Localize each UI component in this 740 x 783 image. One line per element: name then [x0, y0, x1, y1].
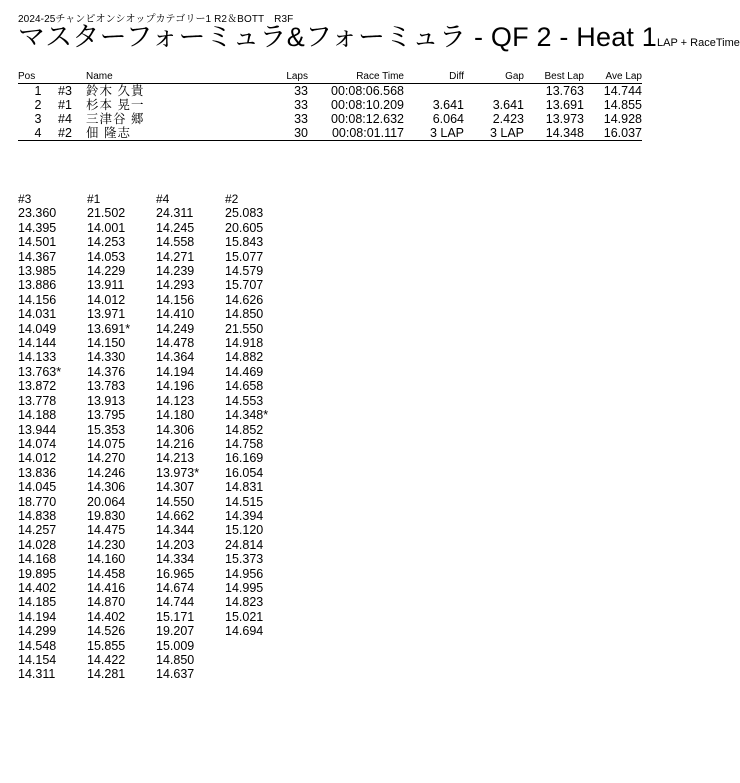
lap-time: 13.691* — [87, 321, 131, 336]
lap-time: 13.778 — [18, 393, 57, 408]
lap-time: 14.850 — [156, 653, 195, 667]
diff-cell: 3 LAP — [429, 126, 464, 140]
lap-time: 14.334 — [156, 552, 195, 567]
lap-time: 14.306 — [87, 480, 126, 495]
lap-time: 21.550 — [225, 321, 264, 336]
diff-cell — [404, 84, 464, 99]
lap-time: 14.012 — [18, 451, 57, 466]
lap-time: 14.402 — [87, 609, 126, 624]
lap-time: 14.012 — [87, 292, 126, 307]
diff-cell: 3.641 — [432, 98, 464, 112]
lap-time: 14.306 — [156, 422, 195, 437]
lap-time: 13.911 — [87, 278, 125, 293]
lap-time: 14.626 — [225, 292, 264, 307]
lap-time: 13.886 — [18, 278, 57, 293]
ave-lap-cell: 14.855 — [603, 98, 642, 112]
lap-time: 14.501 — [18, 235, 57, 250]
lap-time: 16.169 — [225, 451, 264, 466]
ave-lap-cell: 14.928 — [603, 112, 642, 126]
lap-time: 14.053 — [87, 249, 126, 264]
lap-time: 14.075 — [87, 436, 126, 451]
lap-time: 13.783 — [87, 379, 126, 394]
col-best-lap: Best Lap — [544, 70, 584, 82]
lap-time: 14.367 — [18, 249, 57, 264]
pos-cell: 3 — [34, 112, 42, 126]
lap-time: 14.579 — [225, 264, 264, 279]
lap-time: 14.216 — [156, 436, 195, 451]
lap-time: 14.823 — [225, 595, 264, 610]
lap-time: 14.194 — [18, 609, 57, 624]
lap-time: 14.410 — [156, 307, 195, 322]
lap-time: 14.150 — [87, 336, 126, 351]
lap-time: 14.838 — [18, 508, 57, 523]
laps-cell: 33 — [294, 84, 308, 98]
lap-time: 14.995 — [225, 580, 264, 595]
col-ave-lap: Ave Lap — [605, 70, 642, 82]
lap-time: 14.637 — [156, 667, 195, 682]
col-laps: Laps — [286, 70, 308, 82]
table-row — [18, 98, 642, 112]
lap-time: 14.213 — [156, 451, 195, 466]
lap-time: 23.360 — [18, 206, 57, 221]
lap-time: 14.311 — [18, 667, 56, 682]
lap-time: 14.918 — [225, 336, 264, 351]
lap-time: 15.843 — [225, 235, 264, 250]
lap-time: 25.083 — [225, 206, 264, 221]
lap-time: 14.229 — [87, 264, 126, 279]
name-cell: 杉本 晃一 — [86, 98, 145, 112]
lap-time: 14.674 — [156, 580, 195, 595]
lap-time: 13.763* — [18, 364, 62, 379]
lap-time: 15.707 — [225, 278, 264, 293]
lap-time: 19.207 — [156, 624, 195, 639]
name-cell: 佃 隆志 — [86, 126, 131, 140]
lap-time: 14.281 — [87, 667, 126, 682]
name-cell: 鈴木 久貴 — [86, 84, 145, 98]
results-table — [18, 69, 642, 141]
race-title: マスターフォーミュラ&フォーミュラ - QF 2 - Heat 1 — [18, 22, 658, 52]
best-lap-cell: 13.691 — [545, 98, 584, 112]
lap-time: 14.330 — [87, 350, 126, 365]
race-time-cell: 00:08:01.117 — [331, 126, 404, 140]
car-cell: #1 — [58, 98, 72, 112]
laps-cell: 33 — [294, 112, 308, 126]
lap-time: 14.882 — [225, 350, 264, 365]
lap-column-header: #3 — [18, 192, 32, 206]
lap-time: 15.009 — [156, 638, 195, 653]
lap-time: 14.249 — [156, 321, 195, 336]
page-title — [18, 21, 740, 59]
race-time-cell: 00:08:06.568 — [331, 84, 404, 98]
table-row — [18, 84, 642, 99]
car-cell: #4 — [58, 112, 72, 126]
lap-time: 14.049 — [18, 321, 57, 336]
name-cell: 三津谷 郷 — [86, 112, 145, 126]
lap-time: 14.395 — [18, 220, 57, 235]
lap-time: 14.160 — [87, 552, 126, 567]
lap-time: 14.558 — [156, 235, 195, 250]
col-name: Name — [86, 70, 113, 82]
lap-time: 18.770 — [18, 494, 57, 509]
lap-time: 14.246 — [87, 465, 126, 480]
event-subtitle: 2024-25チャンピオンシオップカテゴリー1 R2＆BOTT R3F — [18, 14, 294, 25]
col-gap: Gap — [505, 70, 524, 82]
lap-time: 20.605 — [225, 220, 264, 235]
col-race-time: Race Time — [356, 70, 404, 82]
lap-time: 14.031 — [18, 307, 57, 322]
lap-time: 14.364 — [156, 350, 195, 365]
lap-time: 13.985 — [18, 264, 57, 279]
lap-time: 14.870 — [87, 595, 126, 610]
lap-time: 14.028 — [18, 537, 57, 552]
lap-time: 14.293 — [156, 278, 195, 293]
lap-time: 14.168 — [18, 552, 57, 567]
lap-time: 19.895 — [18, 566, 57, 581]
lap-time: 14.185 — [18, 595, 57, 610]
car-cell: #3 — [58, 84, 72, 98]
lap-time: 14.257 — [18, 523, 57, 538]
lap-time: 14.458 — [87, 566, 126, 581]
lap-time: 14.416 — [87, 580, 126, 595]
lap-time: 14.344 — [156, 523, 195, 538]
ave-lap-cell: 14.744 — [603, 84, 642, 98]
lap-time: 15.353 — [87, 422, 126, 437]
lap-time: 14.299 — [18, 624, 57, 639]
lap-time: 14.133 — [18, 350, 57, 365]
race-time-cell: 00:08:10.209 — [331, 98, 404, 112]
lap-time: 14.156 — [18, 292, 57, 307]
pos-cell: 2 — [34, 98, 42, 112]
lap-time: 15.120 — [225, 523, 264, 538]
lap-time: 14.758 — [225, 436, 264, 451]
lap-time: 14.658 — [225, 379, 264, 394]
lap-time: 15.077 — [225, 249, 264, 264]
gap-cell: 3 LAP — [489, 126, 524, 140]
lap-time: 15.171 — [156, 609, 195, 624]
pos-cell: 1 — [34, 84, 42, 98]
best-lap-cell: 14.348 — [545, 126, 584, 140]
lap-time: 21.502 — [87, 206, 126, 221]
lap-time: 14.515 — [225, 494, 264, 509]
lap-column — [156, 192, 225, 682]
table-row — [18, 112, 642, 126]
gap-cell: 2.423 — [492, 112, 524, 126]
lap-time: 14.553 — [225, 393, 264, 408]
lap-time: 13.971 — [87, 307, 126, 322]
lap-time: 14.478 — [156, 336, 195, 351]
lap-time: 14.956 — [225, 566, 264, 581]
lap-time: 14.526 — [87, 624, 126, 639]
col-diff: Diff — [449, 70, 464, 82]
lap-time: 16.054 — [225, 465, 264, 480]
diff-cell: 6.064 — [432, 112, 464, 126]
lap-time: 14.074 — [18, 436, 57, 451]
lap-time: 13.836 — [18, 465, 57, 480]
lap-time: 14.188 — [18, 408, 57, 423]
lap-time: 14.694 — [225, 624, 264, 639]
race-time-cell: 00:08:12.632 — [331, 112, 404, 126]
lap-time: 14.196 — [156, 379, 195, 394]
lap-time: 15.373 — [225, 552, 264, 567]
lap-time: 19.830 — [87, 508, 126, 523]
col-car — [58, 69, 86, 84]
lap-time: 14.123 — [156, 393, 195, 408]
lap-time: 14.852 — [225, 422, 264, 437]
lap-time: 14.253 — [87, 235, 126, 250]
laps-cell: 33 — [294, 98, 308, 112]
table-row — [18, 126, 642, 141]
lap-time: 14.850 — [225, 307, 264, 322]
lap-column — [18, 192, 87, 682]
lap-time: 24.311 — [156, 206, 194, 221]
col-pos: Pos — [18, 70, 36, 82]
best-lap-cell: 13.763 — [545, 84, 584, 98]
best-lap-cell: 13.973 — [545, 112, 584, 126]
lap-time: 13.872 — [18, 379, 57, 394]
lap-time: 14.045 — [18, 480, 57, 495]
pos-cell: 4 — [34, 126, 42, 140]
lap-time: 14.144 — [18, 336, 57, 351]
lap-time: 14.307 — [156, 480, 195, 495]
laps-cell: 30 — [294, 126, 308, 140]
ave-lap-cell: 16.037 — [603, 126, 642, 140]
lap-time: 15.855 — [87, 638, 126, 653]
lap-time: 14.744 — [156, 595, 195, 610]
lap-time: 14.422 — [87, 653, 126, 667]
lap-time: 14.156 — [156, 292, 195, 307]
lap-time: 14.469 — [225, 364, 264, 379]
lap-times-grid — [18, 192, 294, 682]
gap-cell — [464, 84, 524, 99]
lap-column-header: #4 — [156, 192, 170, 206]
lap-column-header: #1 — [87, 192, 101, 206]
lap-time: 14.548 — [18, 638, 57, 653]
gap-cell: 3.641 — [492, 98, 524, 112]
lap-time: 13.973* — [156, 465, 200, 480]
lap-time: 15.021 — [225, 609, 264, 624]
lap-time: 14.550 — [156, 494, 195, 509]
lap-time: 14.402 — [18, 580, 57, 595]
lap-time: 14.180 — [156, 408, 195, 423]
lap-time: 14.154 — [18, 653, 57, 667]
car-cell: #2 — [58, 126, 72, 140]
lap-time: 14.475 — [87, 523, 126, 538]
lap-column-header: #2 — [225, 192, 239, 206]
lap-time: 13.913 — [87, 393, 126, 408]
lap-time: 14.348* — [225, 408, 269, 423]
lap-time: 14.394 — [225, 508, 264, 523]
lap-time: 14.270 — [87, 451, 126, 466]
title-suffix: LAP + RaceTime — [657, 37, 740, 49]
lap-time: 14.230 — [87, 537, 126, 552]
lap-time: 13.944 — [18, 422, 57, 437]
lap-time: 14.194 — [156, 364, 195, 379]
lap-time: 14.376 — [87, 364, 126, 379]
lap-time: 14.001 — [87, 220, 126, 235]
lap-column — [87, 192, 156, 682]
results-header-row — [18, 69, 642, 84]
lap-time: 14.662 — [156, 508, 195, 523]
lap-time: 13.795 — [87, 408, 126, 423]
lap-time: 14.203 — [156, 537, 195, 552]
lap-column — [225, 192, 294, 682]
lap-time: 14.239 — [156, 264, 195, 279]
lap-time: 16.965 — [156, 566, 195, 581]
lap-time: 14.271 — [156, 249, 195, 264]
lap-time: 24.814 — [225, 537, 264, 552]
lap-time: 14.245 — [156, 220, 195, 235]
lap-time: 20.064 — [87, 494, 126, 509]
lap-time: 14.831 — [225, 480, 264, 495]
